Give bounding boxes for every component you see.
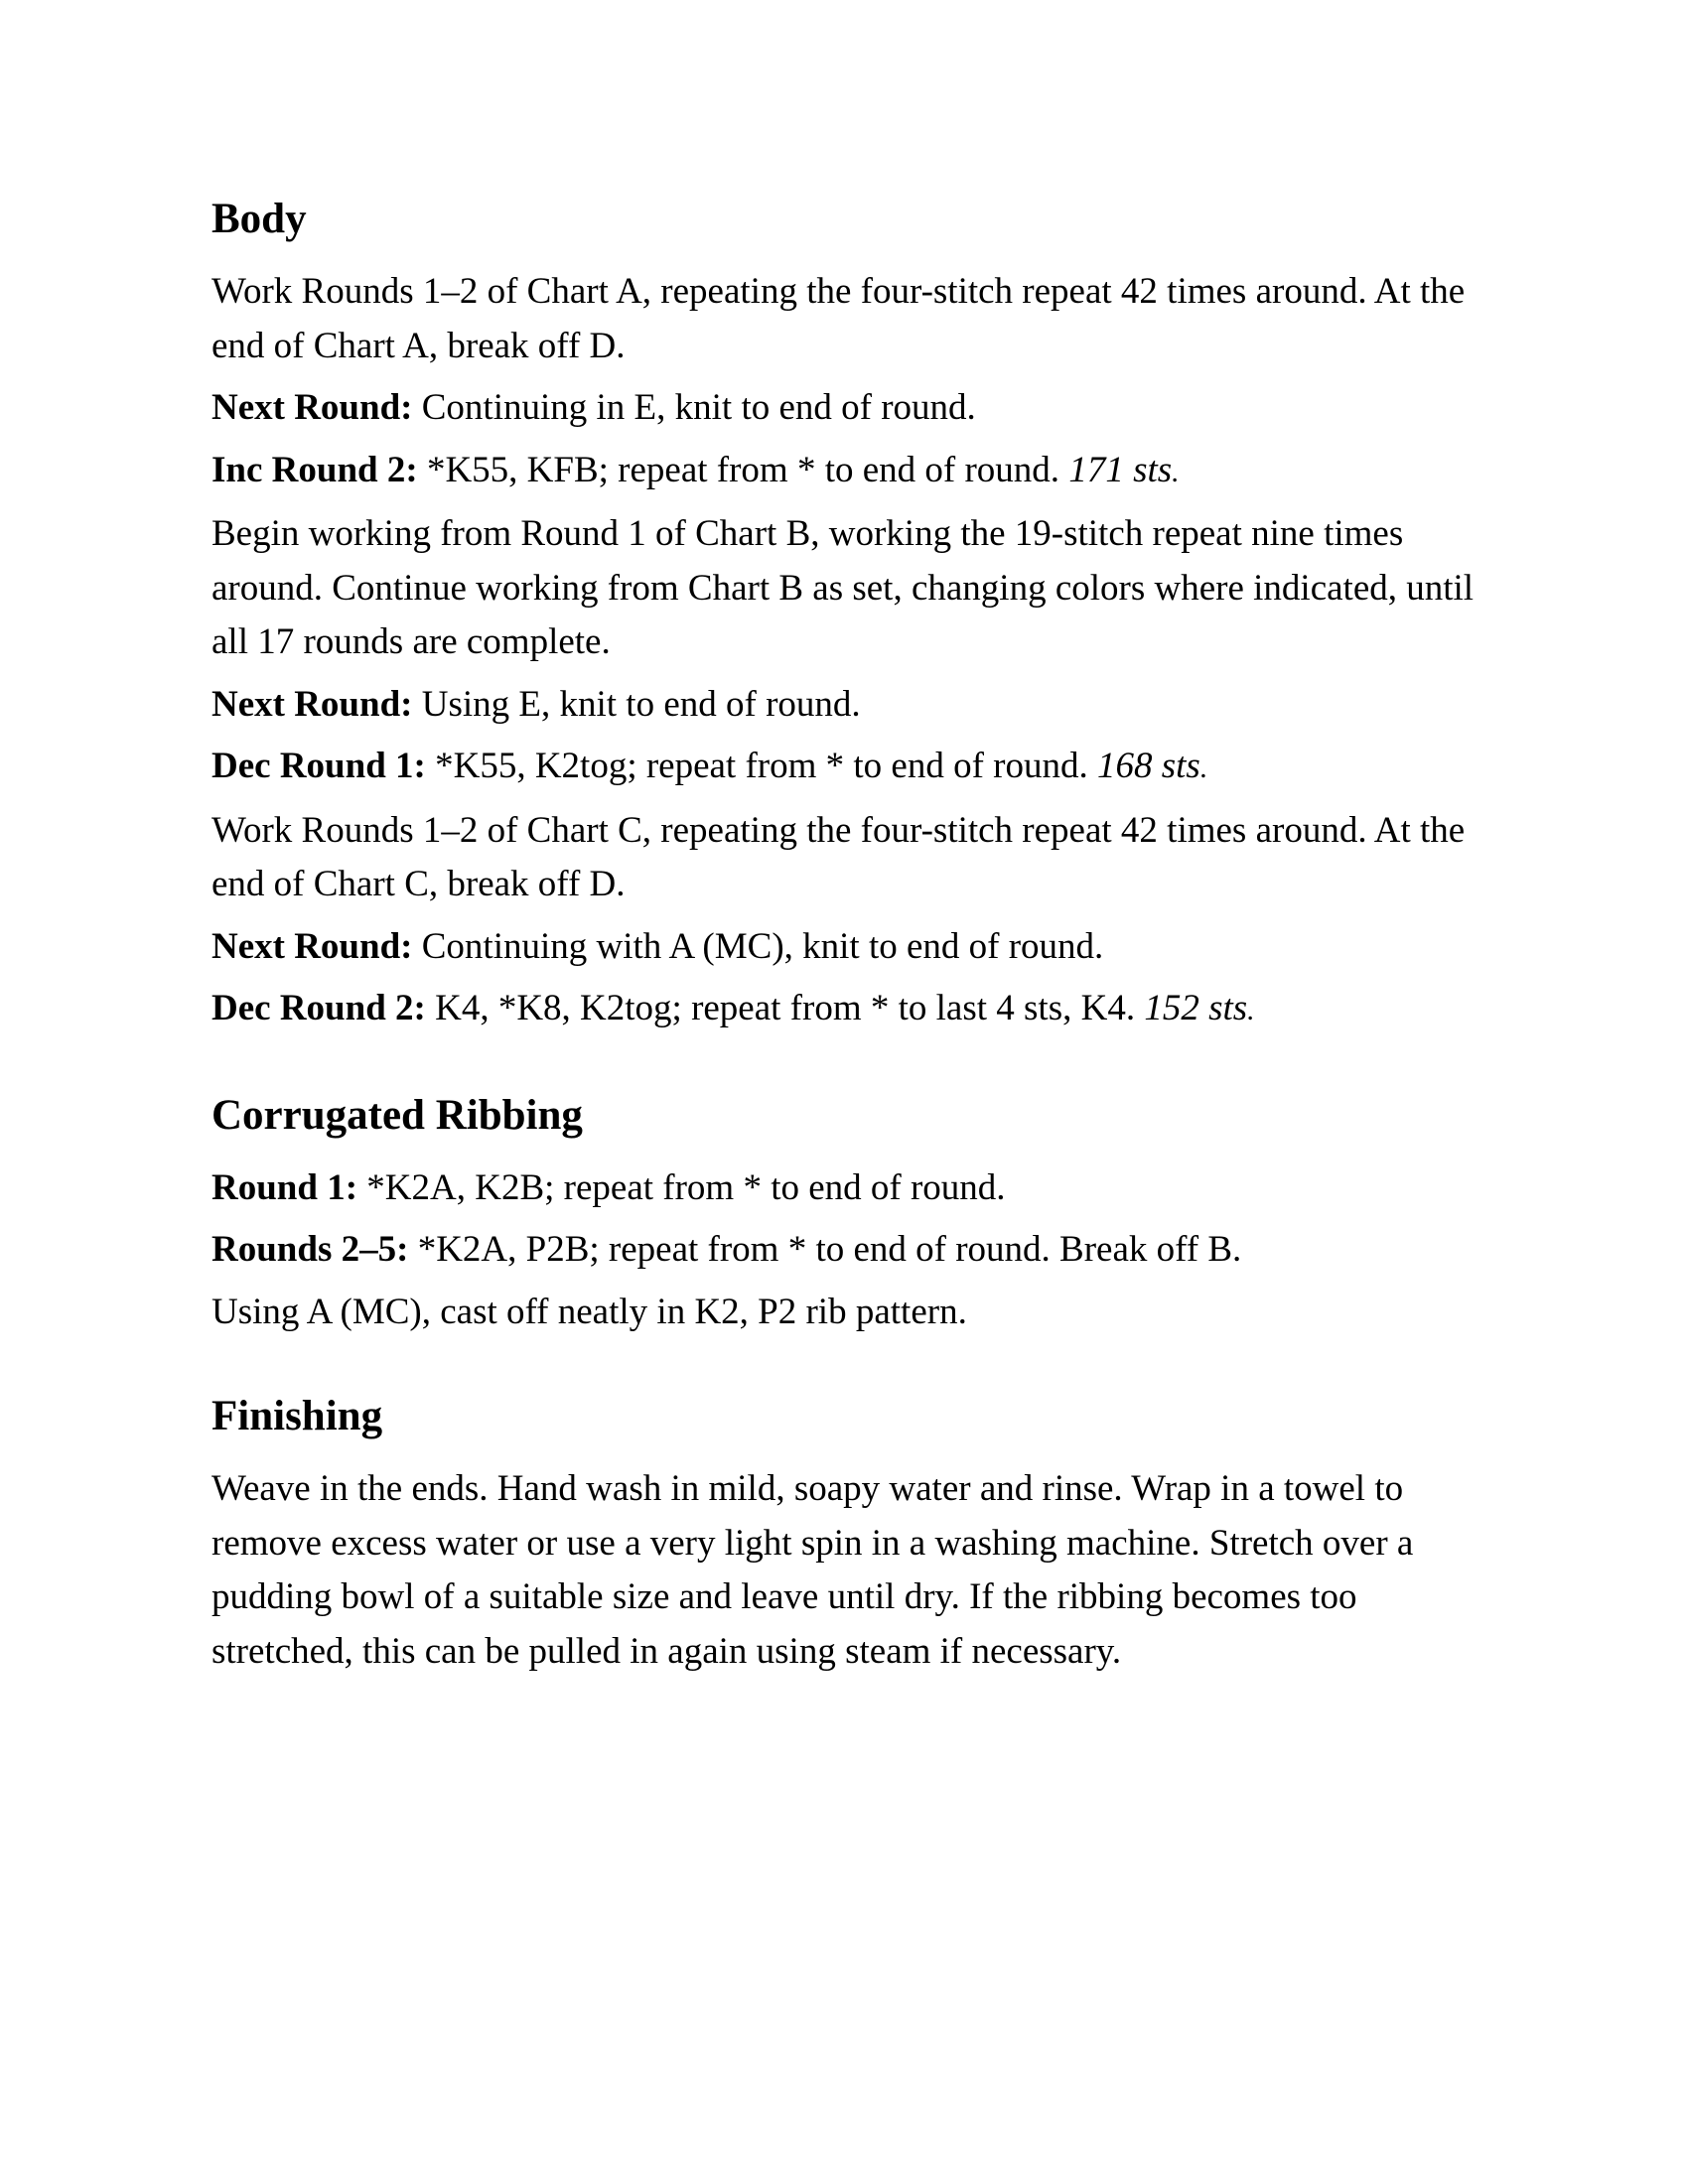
- paragraph: Next Round: Continuing in E, knit to end of round.: [211, 387, 976, 428]
- paragraph: Work Rounds 1–2 of Chart C, repeating the four-stitch repeat 42 times around. At the end of Chart C, break off D.: [211, 809, 1466, 904]
- instruction-label: Next Round:: [211, 387, 413, 428]
- section-heading-corrugated-ribbing: Corrugated Ribbing: [211, 1091, 583, 1139]
- paragraph: Round 1: *K2A, K2B; repeat from * to end of round.: [211, 1166, 1006, 1208]
- paragraph: Weave in the ends. Hand wash in mild, soapy water and rinse. Wrap in a towel to remove excess water or use a very light spin in a washing machine. Stretch over a pudding bowl of a suitable size and leave until dry. If the ribbing becomes too stretched, this can be pulled in again using steam if necessary.: [211, 1468, 1414, 1672]
- section-heading-finishing: Finishing: [211, 1393, 383, 1439]
- instruction-label: Round 1:: [211, 1166, 358, 1208]
- instruction-label: Dec Round 2:: [211, 988, 426, 1028]
- instruction-label: Inc Round 2:: [211, 449, 418, 490]
- paragraph: Using A (MC), cast off neatly in K2, P2 rib pattern.: [211, 1291, 967, 1332]
- section-heading-body: Body: [211, 196, 307, 242]
- stitch-count: 168 sts: [1096, 746, 1200, 786]
- instruction-label: Dec Round 1:: [211, 746, 426, 786]
- paragraph: Work Rounds 1–2 of Chart A, repeating the four-stitch repeat 42 times around. At the end of Chart A, break off D.: [211, 271, 1466, 366]
- instruction-label: Next Round:: [211, 925, 413, 967]
- paragraph: Next Round: Continuing with A (MC), knit to end of round.: [211, 925, 1104, 967]
- document-page: [211, 194, 1502, 1687]
- paragraph: Next Round: Using E, knit to end of round.: [211, 683, 861, 725]
- instruction-label: Next Round:: [211, 683, 413, 725]
- paragraph: Dec Round 2: K4, *K8, K2tog; repeat from * to last 4 sts, K4. 152 sts.: [211, 988, 1255, 1028]
- stitch-count: 171 sts: [1068, 449, 1173, 490]
- paragraph: Begin working from Round 1 of Chart B, working the 19-stitch repeat nine times around. Continue working from Chart B as set, changing colors where indicated, until all 17 rounds are complete.: [211, 513, 1475, 662]
- stitch-count: 152 sts: [1144, 988, 1248, 1028]
- paragraph: Rounds 2–5: *K2A, P2B; repeat from * to end of round. Break off B.: [211, 1229, 1242, 1270]
- paragraph: Inc Round 2: *K55, KFB; repeat from * to end of round. 171 sts.: [211, 449, 1180, 490]
- instruction-label: Rounds 2–5:: [211, 1229, 409, 1270]
- paragraph: Dec Round 1: *K55, K2tog; repeat from * to end of round. 168 sts.: [211, 746, 1208, 786]
